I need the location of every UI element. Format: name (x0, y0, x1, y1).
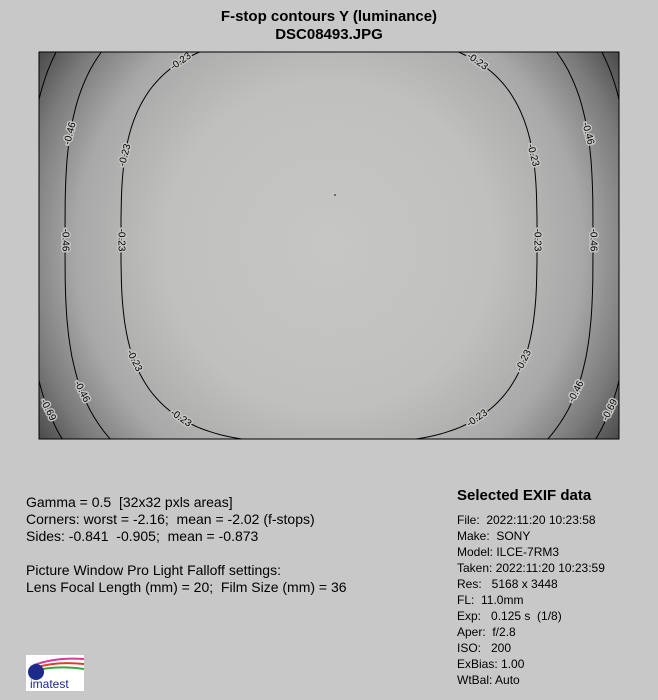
imatest-logo (26, 655, 86, 693)
exif-row: Model: ILCE-7RM3 (457, 545, 560, 559)
exif-title: Selected EXIF data (457, 487, 592, 504)
contour-label: -0.23 (168, 50, 194, 73)
contour-label: -0.23 (117, 142, 134, 168)
exif-row: Aper: f/2.8 (457, 625, 516, 639)
stats-pwp-settings: Picture Window Pro Light Falloff settings: (26, 562, 281, 578)
contour-label: -0.46 (579, 121, 596, 146)
contour-label: -0.46 (59, 228, 71, 252)
exif-row: Make: SONY (457, 529, 531, 543)
exif-row: WtBal: Auto (457, 673, 520, 687)
stats-gamma: Gamma = 0.5 [32x32 pxls areas] (26, 494, 233, 510)
contour-label: -0.46 (62, 121, 79, 146)
exif-row: Res: 5168 x 3448 (457, 577, 558, 591)
stats-corners: Corners: worst = -2.16; mean = -2.02 (f-stops) (26, 511, 315, 527)
chart-title: F-stop contours Y (luminance) (220, 8, 438, 25)
exif-row: FL: 11.0mm (457, 593, 524, 607)
stats-lens-settings: Lens Focal Length (mm) = 20; Film Size (mm) = 36 (26, 579, 347, 595)
logo-text: imatest (30, 677, 69, 691)
exif-row: ISO: 200 (457, 641, 512, 655)
contour-label: -0.23 (464, 50, 490, 73)
contour-label: -0.23 (524, 142, 541, 168)
contour-label: -0.46 (587, 228, 599, 252)
contour-label: -0.23 (464, 407, 490, 430)
contour-label: -0.23 (124, 348, 145, 374)
contour-label: -0.69 (37, 397, 58, 423)
chart-subtitle: DSC08493.JPG (275, 26, 383, 43)
contour-label: -0.69 (600, 397, 621, 423)
exif-row: File: 2022:11:20 10:23:58 (457, 513, 596, 527)
stats-sides: Sides: -0.841 -0.905; mean = -0.873 (26, 528, 259, 544)
contour-label: -0.23 (115, 228, 127, 252)
center-mark (334, 194, 336, 196)
exif-row: Exp: 0.125 s (1/8) (457, 609, 562, 623)
exif-row: Taken: 2022:11:20 10:23:59 (457, 561, 605, 575)
contour-label: -0.46 (71, 379, 92, 405)
contour-label: -0.23 (531, 228, 543, 252)
contour-label: -0.23 (513, 348, 534, 374)
exif-row: ExBias: 1.00 (457, 657, 525, 671)
contour-label: -0.23 (168, 407, 194, 430)
contour-label: -0.46 (566, 379, 587, 405)
